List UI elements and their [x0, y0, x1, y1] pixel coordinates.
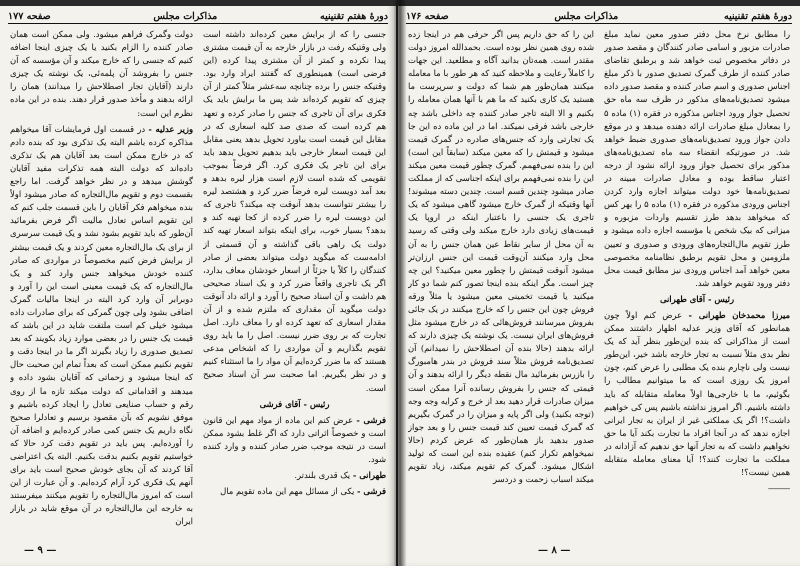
- left-page: [0, 0, 398, 566]
- speaker-announcement: رئیس - آقای فرشی: [259, 398, 330, 409]
- speaker-name: فرشی -: [356, 486, 386, 497]
- left-page-header: [8, 8, 388, 24]
- paragraph: این را که حق داریم پس اگر حرفی هم در اینجا زده شده روی همین نظر بوده است. بحمدالله امروز دولت مقتدر است. همه‌تان بدانید آگاه و مطلعید. این جهات را کاملاً رعایت و ملاحظه کنید که هر طور با ما معامله میکنند همان‌طور هم شما که دولت و سرپرست ما هستید یک کاری بکنید که ما هم با آنها همان معامله را بکنیم و الا البته تاجر صادر کننده چه داخلی باشد چه خارجی باشد فرقی نمیکند. اما در این ماده ده این جا یک تجارتی وارد که جنس‌های صادره در گمرک قیمت میشود و قیمتش را که معین میکند (سابقاً این است) این را بنده نمی‌فهمم. گمرک چطور قیمت معین میکند این را بنده نمی‌فهمم برای اینکه اجناسی که از مملکت صادر میشود چندین قسم است. چندین دسته میشوند! آنها وقتیکه از گمرک خارج میشود گاهی میشود که یک تاجری یک جنسی را باعتبار اینکه در اروپا یک قیمت‌های زیادی دارد خارج میکند ولی وقتی که رسید به آن محل از سایر نقاط عین همان جنس را به آن محل وارد میکنند آن‌وقت قیمت این جنس ارزان‌تر میشود آنوقت قیمتش را چطور معین میکنید؟ این چه چیز است. مگر اینکه بنده اینجا تصور کنم شما دو کار میکنید یا قیمت تخمینی معین میشود یا مثلاً ورقه فروش چون این جنس را که خارج میکنند در یک جائی بفروش میرسانند فروش‌هائی که در خارج میشود مثل فروش‌های ایران نیست. یک نوشته یک چیزی دارند که ارائه بدهند (حالا بنده آن اصطلاحش را نمیدانم) آن تصدیق‌نامه فروش مثلاً سند فروش در بندر هامبورگ را بازرس بفرمائید مال نقطه دیگر را ارائه بدهند و آن قیمتی که جنس را بفروش رسانده آنرا ممکن است میزان صادرات قرار دهید بعد از خرج و کرایه وجه وجه (توجه بکنید) ولی اگر پایه و میزان را در گمرک بگیریم که گمرک قیمت تعیین کند قیمت جنس را و بعد جواز صدور بدهید باز همان‌طور که عرض کردم (حالا نمیخواهم تکرار کنم) عقیده بنده این است که تولید اشکال میشود. گمرک کم تقویم میکند، زیاد تقویم میکند اسباب زحمت و دردسر: [408, 29, 594, 485]
- scan-edge: [398, 0, 800, 6]
- speech-paragraph: [203, 485, 386, 498]
- text-column-right: [203, 28, 386, 538]
- speech-paragraph: [10, 123, 193, 529]
- speech-text: یکی از مسائل مهم این ماده تقویم مال: [220, 486, 357, 497]
- page-number-label: صفحه ۱۷۷: [8, 11, 51, 22]
- speaker-name: وزیر عدلیه -: [148, 123, 193, 134]
- session-label: دورهٔ هفتم تقنینیه: [319, 11, 388, 22]
- session-label: دورهٔ هفتم تقنینیه: [723, 11, 792, 22]
- speaker-name: فرشی -: [356, 414, 386, 425]
- speech-paragraph: [203, 469, 386, 482]
- speech-text: عرض کنم اولاً چون همانطور که آقای وزیر عدلیه اظهار داشتند ممکن است از مذاکراتی که بنده این‌طور بنظر آید که یک نظر بدی مثلاً نسبت به تجار خارجه باشد خیر، این‌طور نیست ولی ناچارم بنده یک مطلبی را عرض کنم، چون امروز یک روزی است که ما میتوانیم مطالب را بگوئیم، ما با خارجی‌ها اولاً معامله متقابله که باید داشته باشیم. اگر امروز نداشته باشیم پس کی خواهیم داشت؟! اگر یک مملکتی غیر از ایران به تجار ایرانی اجازه ندهد که در آنجا افراد ما تجارت بکند آیا ما حق نخواهیم داشت که به تجار آنها حق ندهیم که آزادانه در مملکت ما تجارت کنند؟! آیا معنای معامله متقابله همین نیست؟!: [604, 309, 790, 478]
- text-column-left: [408, 28, 594, 538]
- publication-title: مذاکرات مجلس: [153, 11, 218, 22]
- text-column-right: [604, 28, 790, 538]
- right-page-header: [406, 8, 792, 24]
- publication-title: مذاکرات مجلس: [554, 11, 619, 22]
- speaker-announcement: رئیس - آقای طهرانی: [659, 293, 735, 304]
- section-divider: ———: [767, 483, 790, 494]
- page-number-label: صفحه ۱۷۶: [406, 11, 449, 22]
- speaker-name: طهرانی -: [352, 470, 386, 481]
- right-page: [398, 0, 800, 566]
- page-footer-number: — ۸ —: [538, 545, 571, 556]
- speech-paragraph: [604, 309, 790, 479]
- left-page-columns: [10, 28, 386, 538]
- paragraph: دولت وگمرک فراهم میشود. ولی ممکن است همان صادر کننده را الزام بکنید یا یک چیزی اینجا اضافه کنیم که جنسی را که خارج میکند و آن مؤسسه که آن جنس را بفروشد آن پلمه‌ئی، یک نوشته یک چیزی دارند (آقایان تجار اصطلاحش را میدانند) همان را ارائه بدهند و مأخذ صدور قرار دهند. بنده در این ماده نظرم این است:: [10, 29, 193, 118]
- text-column-left: [10, 28, 193, 538]
- paragraph: را مطابق نرخ محل دفتر صدور معین نماید مبلغ صادرات مزبور و اسامی صادر کنندگان و مقصد صدور در دفاتر مخصوص ثبت خواهد شد و برطبق تقاضای صادر کننده از طرف گمرک تصدیق صدور با ذکر مبلغ اجناس صدوری و اسم صادر کننده و مقصد صدور داده میشود تصدیق‌نامه‌های مذکور در ظرف سه ماه حق تحصیل جواز ورود اجناس مذکوره در فقره (۱) ماده ۵ را بمعادل مبلغ صادرات ارائه دهنده میدهد و در موقع دادن جواز ورود تصدیق‌نامه‌های صدوری ضبط خواهد شد. در صورتیکه انقضاء سه ماه تصدیق‌نامه‌های مذکور برای تحصیل جواز ورود ارائه نشود از درجه اعتبار ساقط بوده و معادل صادرات مبینه در تصدیق‌نامه‌ها خود دولت میتواند اجازه وارد کردن اجناس ورودی مذکوره در فقره (۱) ماده ۵ را بهر کس که میخواهد بدهد طرز تقسیم واردات مزبوره و میزانی که بیک شخص یا مؤسسه اجازه داده میشود و طرز تقویم مال‌التجاره‌های ورودی و صدوری و تعیین ملزومین و محل تقویم برطبق نظامنامه مخصوصی معین خواهد آمد اجناس ورودی نیز مطابق قیمت محل دفتر ورود تقویم خواهد شد.: [604, 29, 790, 288]
- page-footer-number: — ۹ —: [24, 545, 57, 556]
- speech-text: عرض کنم این ماده از مواد مهم این قانون است و خصوصاً اثراتی دارد که اگر غلط بشود ممکن است در نتیجه موجب ضرر صادر کننده و وارد کننده شود.: [203, 414, 386, 464]
- paragraph: جنسی را که از برایش معین کرده‌اند داشته است ولی وقتیکه رفت در بازار خارجه به آن قیمت مشتری پیدا نکرده و کمتر از آن مشتری پیدا کرده (این فرضی است) همینطوری که گفتند ایراد وارد بود. وقتیکه جنس را برده چنانچه سه‌عشر مثلاً کمتر از آن چیزی که تقویم کرده‌اند شد پس ما برایش باید یک فکری برای آن تاجری که جنس را صادر کرده و تعهد هم کرده است که صدی صد کلیه اسعاری که در مقابل این قیمت است بیاورد تحویل بدهد یعنی مقابل این قیمت اسعار خارجی باید بدهیم تحویل بدهد باید برای این تاجر یک فکری کرد. اگر فرضاً بموجب تقویمی که شده است لازم است هزار لیره بدهد و بعد آمد دویست لیره فرضاً ضرر کرد و هشتصد لیره را بیشتر نتوانست بدهد آنوقت چه میکند؟ تاجری که این دویست لیره را ضرر کرده از کجا تهیه کند و بدهد؟ بسیار خوب، برای اینکه بتواند اسعار تهیه کند دولت یک راهی باقی گذاشته و آن قسمتی از ادامه‌ست که میگوید دولت میتواند بعضی از صادر کنندگان را کلاً یا جزئاً از اسعار خودشان معاف بدارد، اگر یک تاجری واقعاً ضرر کرد و یک اسناد صحیحی هم داشت و آن اسناد صحیح را آورد و ارائه داد آنوقت دولت میگوید آن مقداری که ملتزم شده و از آن مقدار اسعاری که تعهد کرده او را معاف دارد. اصل تجارت که بر روی ضرر نیست. اصل را ما باید روی تقویم بگذاریم و آن مواردی را که اشخاص مدعی هستند که ما ضرر کرده‌ایم آن مواد را ما استثناء کنیم و در نظر بگیریم. اما صحبت سر آن اسناد صحیح است.: [203, 29, 386, 393]
- right-page-columns: [408, 28, 790, 538]
- speaker-name: میرزا محمدخان طهرانی -: [688, 309, 790, 320]
- speech-paragraph: [203, 414, 386, 466]
- speech-text: یک قدری بلندتر.: [294, 470, 353, 481]
- speech-text: در قسمت اول فرمایشات آقا میخواهم مذاکره کرده باشم البته یک تذکری بود که بنده دادم که در خارج ممکن است بعد آقایان هم یک تذکری داده‌اند که دولت البته همه تذکرات مفید آقایان گوشش میدهد و در نظر خواهد گرفت. اما راجع بقسمت دوم و تقویم مال‌التجاره که صادر میشود اولاً بنده میخواهم فکر آقایان را باین قسمت جلب کنم که این تقویم اساس تعادل مالیت اگر فرض بفرمائید آن‌طور که باید تقویم بشود نشد و یک قیمت سرسری از برای یک مال‌التجاره معین کردند و یک قیمت بیشتر از برایش فرض کنیم مخصوصاً در مواردی که صادر کننده خودش میخواهد جنس وارد کند و یک مال‌التجاره که یک قیمت معینی است این را آورد و دوبرابر آن وارد کرد البته در اینجا مالیات گمرک اضافی بشود ولی چون گمرکی که برای صادرات داده میشود خیلی کم است ملتفت شاید در این باشد که قیمت یک جنس را در بعضی موارد زیاد بکویند که بعد تصدیق صدوری را زیاد بگیرند اگر ما در اینجا دقت و تقویم نکنیم ممکن است که بعداً تمام این صحبت حال که اینجا میشود و زحماتی که آقایان بشود داده و میدهند و اقداماتی که دولت میکند تازه ما از روی رقم و حساب صنایعی تعادل را ایجاد کرده باشیم و موفق نشویم که بآن مقصود برسیم و تعادلرا صحیح نگاه داریم یک جنس کمی صادر کرده‌ایم و اضافه آن را آورده‌ایم. پس باید در تقویم دقت کرد حالا که خواستیم تقویم بکنیم بدقت بکنیم. البته یک اعتراضی آقا کردند که آن بجای خودش صحیح است باید برای آنهم یک فکری کرد آرام کرده‌ایم. و آن عبارت از این است که امروز مال‌التجاره را تقویم میکنند میفرستند به خارجه این مال‌التجاره در آن موقع شاید در بازار ایران: [10, 123, 193, 527]
- scan-edge: [0, 0, 396, 6]
